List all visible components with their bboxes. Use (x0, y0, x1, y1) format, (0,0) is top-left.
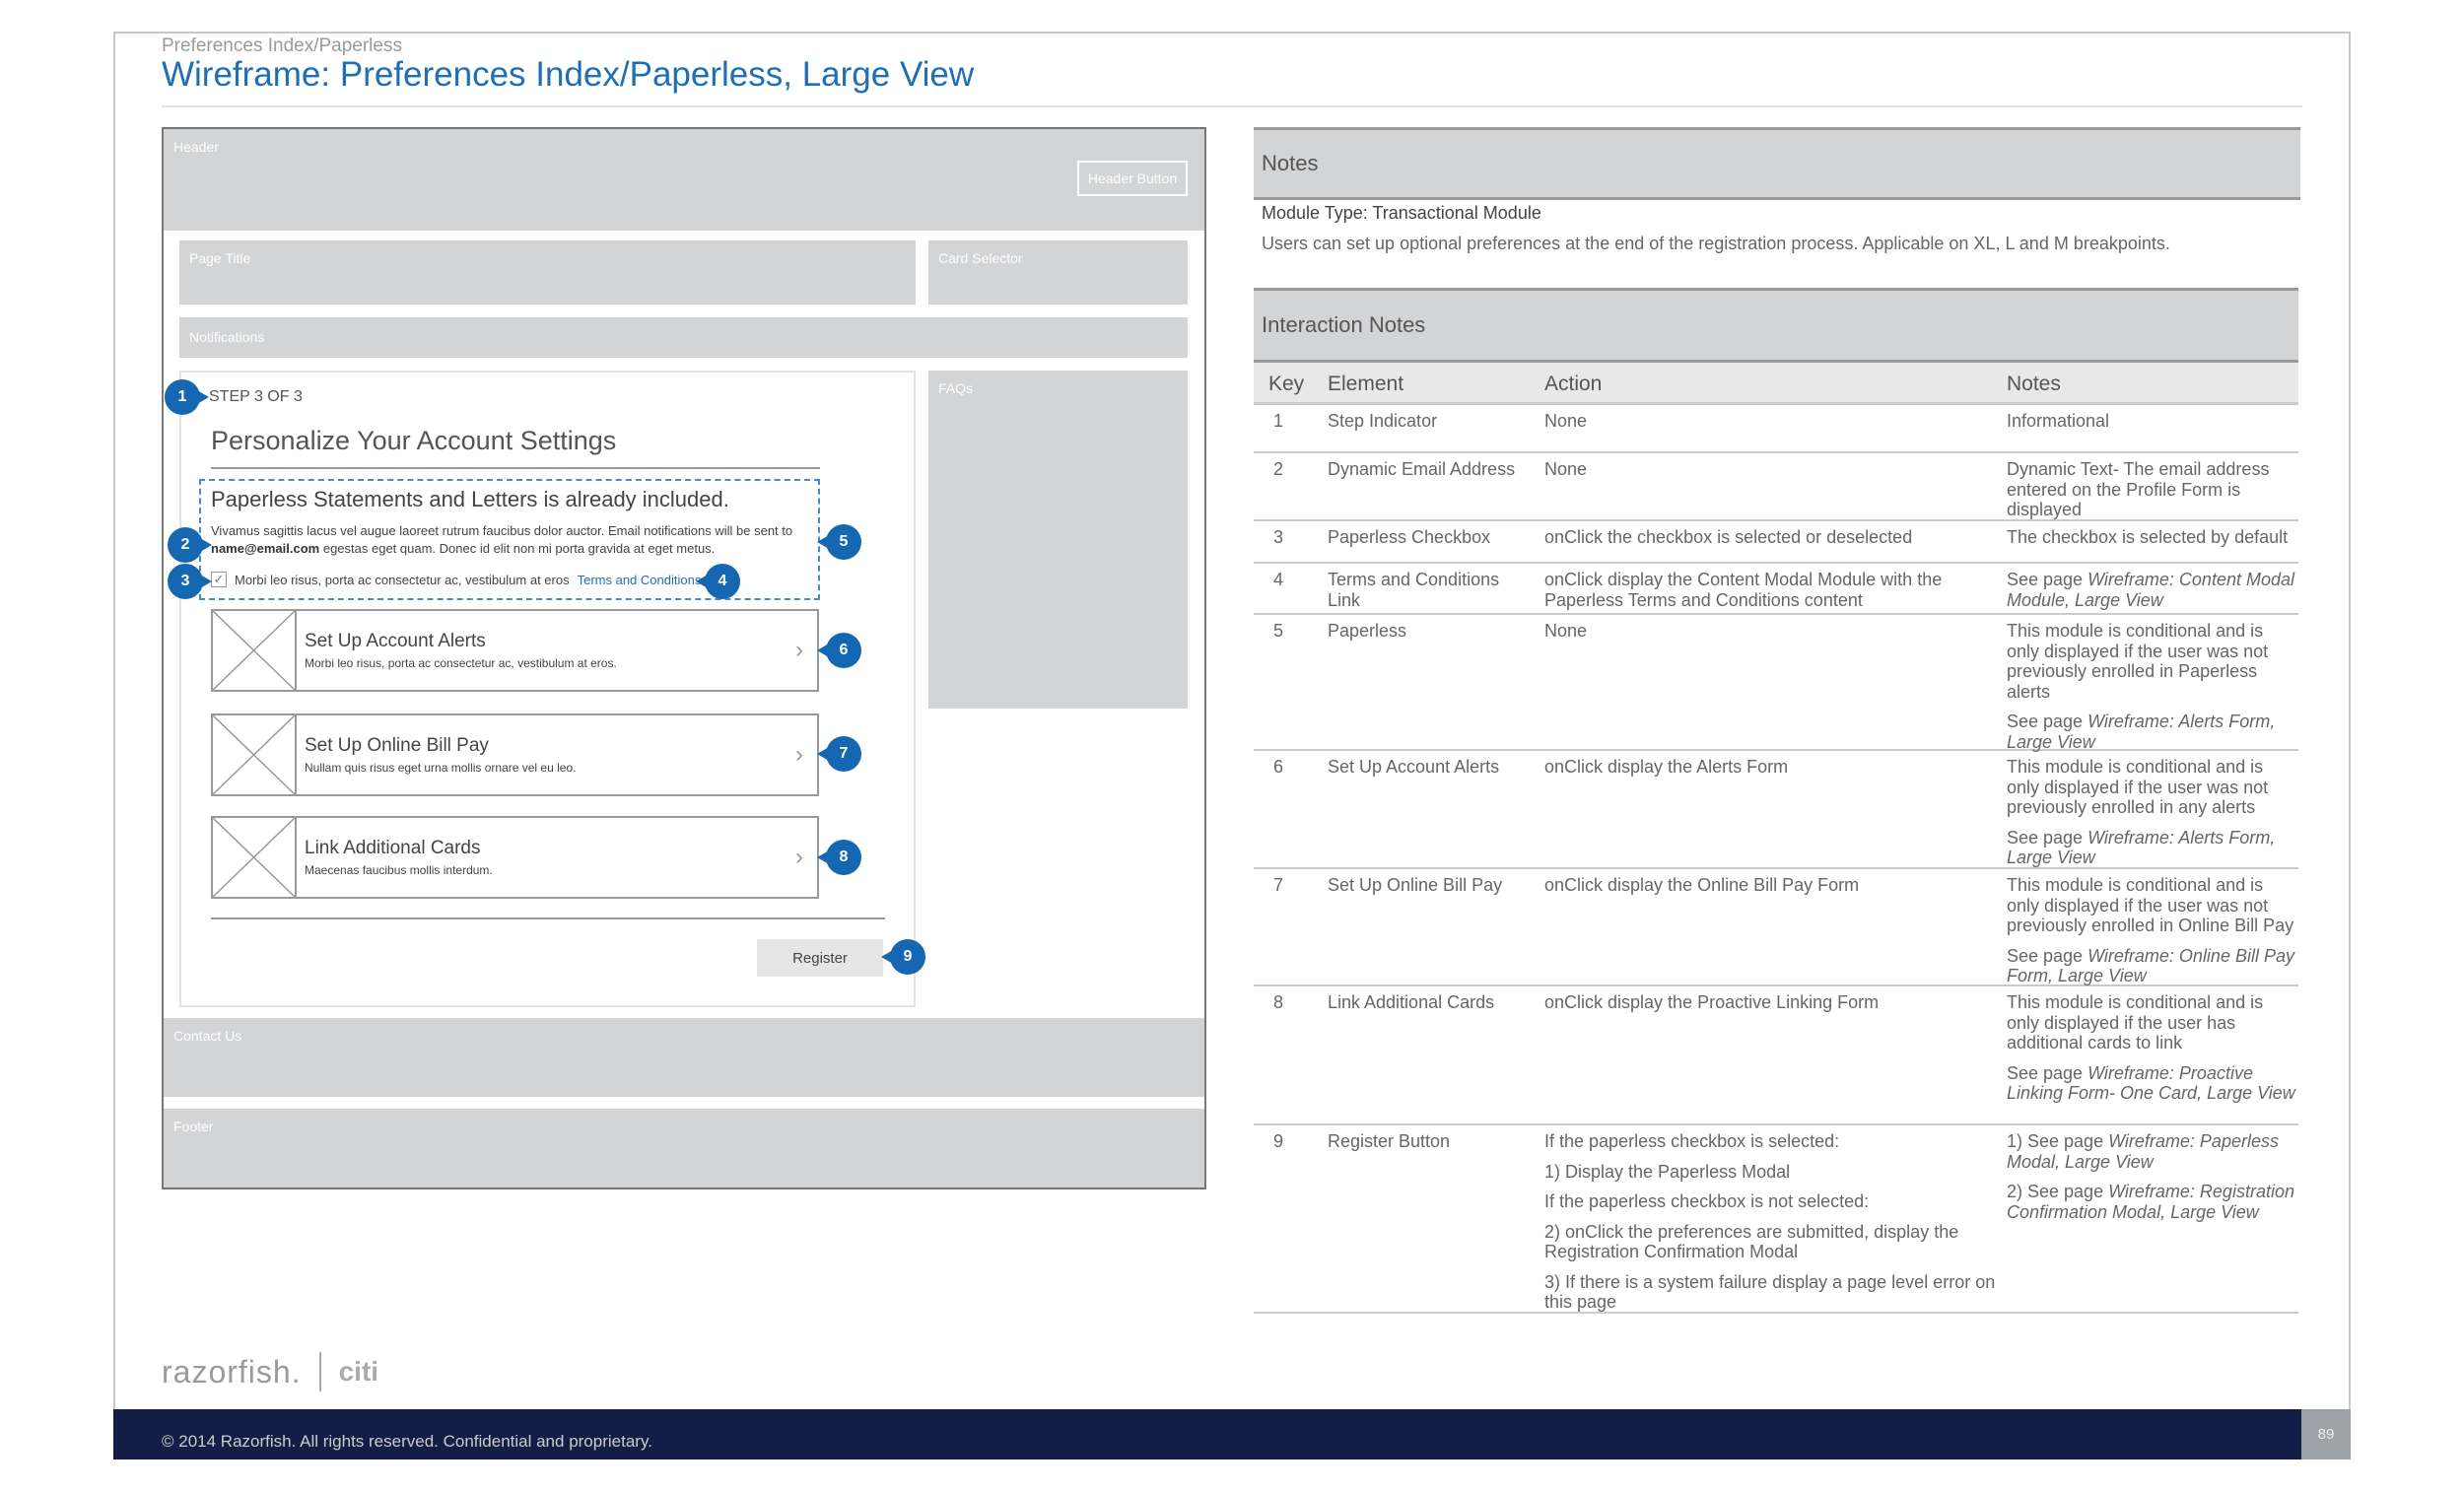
table-row (1254, 405, 2298, 453)
table-row (1254, 1125, 2298, 1314)
interaction-table (1254, 405, 2298, 1314)
row-element: Dynamic Email Address (1328, 459, 1516, 479)
callout-badge-1: 1 (165, 379, 200, 415)
wf-footer (164, 1109, 1204, 1188)
col-element: Element (1328, 373, 1404, 395)
page-title-label: Page Title (189, 250, 251, 266)
image-placeholder (213, 611, 297, 690)
row-element: Link Additional Cards (1328, 992, 1495, 1012)
notes-text (2007, 946, 2298, 986)
row-action (1544, 527, 1998, 558)
row-key: 7 (1272, 875, 1283, 895)
wf-header-label: Header (173, 139, 219, 155)
card-selector-label: Card Selector (938, 250, 1023, 266)
notes-plain: See page (2007, 1062, 2088, 1083)
notes-text (2007, 875, 2298, 936)
action-text: If the paperless checkbox is selected: (1544, 1131, 1840, 1151)
row-action (1544, 621, 1998, 651)
image-placeholder (213, 715, 297, 794)
table-row (1254, 615, 2298, 751)
card-subtitle: Nullam quis risus eget urna mollis ornare vel eu leo. (305, 761, 577, 775)
header-button[interactable]: Header Button (1077, 161, 1188, 196)
notes-plain: See page (2007, 570, 2088, 589)
notes-text (2007, 1182, 2298, 1222)
content-heading: Personalize Your Account Settings (211, 426, 617, 455)
action-text: onClick display the Proactive Linking Form (1544, 992, 1880, 1012)
notes-plain: This module is conditional and is only displayed if the user was not previously enrolled in Paperless alerts (2007, 621, 2269, 702)
row-key: 9 (1272, 1131, 1283, 1151)
row-notes (2007, 1131, 2298, 1232)
action-text: onClick the checkbox is selected or deselected (1544, 527, 1913, 547)
notifications-label: Notifications (189, 329, 265, 345)
notes-text (2007, 527, 2298, 548)
row-action (1544, 757, 1998, 787)
page-reference: Wireframe: Proactive Linking Form- One Card, Large View (2007, 1062, 2295, 1103)
step-indicator: STEP 3 OF 3 (209, 388, 303, 405)
row-key: 3 (1272, 527, 1283, 547)
card-title: Link Additional Cards (305, 838, 481, 858)
col-notes: Notes (2007, 373, 2061, 395)
terms-link[interactable]: Terms and Conditions (577, 572, 702, 587)
action-text: If the paperless checkbox is not selected: (1544, 1191, 1870, 1211)
page-title: Wireframe: Preferences Index/Paperless, Large View (162, 55, 975, 94)
paperless-heading: Paperless Statements and Letters is already included. (211, 487, 729, 511)
table-row (1254, 751, 2298, 869)
page-reference: Wireframe: Online Bill Pay Form, Large View (2007, 945, 2294, 985)
action-text: 1) Display the Paperless Modal (1544, 1161, 1791, 1182)
row-element: Terms and Conditions Link (1328, 570, 1500, 610)
notes-plain: See page (2007, 827, 2088, 848)
footer-label: Footer (173, 1119, 214, 1134)
page-reference: Wireframe: Paperless Modal, Large View (2007, 1131, 2279, 1172)
notes-text (2007, 757, 2298, 818)
row-key: 6 (1272, 757, 1283, 777)
notes-text (2007, 712, 2298, 752)
table-row (1254, 986, 2298, 1125)
breadcrumb: Preferences Index/Paperless (162, 35, 402, 56)
notes-text (2007, 459, 2298, 520)
paperless-checkbox[interactable]: ✓ (211, 572, 227, 587)
row-action (1544, 1131, 1998, 1323)
notes-text (2007, 992, 2298, 1053)
row-action (1544, 992, 1998, 1023)
callout-badge-9: 9 (890, 939, 925, 975)
heading-divider (211, 467, 820, 469)
chevron-right-icon: › (795, 741, 803, 768)
notes-text (2007, 621, 2298, 702)
form-divider (211, 917, 885, 919)
wf-contact-us (164, 1018, 1204, 1097)
preference-card[interactable] (211, 816, 819, 899)
notes-plain: See page (2007, 945, 2088, 966)
row-element: Step Indicator (1328, 411, 1438, 431)
wf-notifications (179, 317, 1188, 358)
callout-badge-4: 4 (705, 564, 740, 599)
paperless-checkbox-row (211, 572, 701, 587)
row-element: Set Up Account Alerts (1328, 757, 1500, 777)
wf-faqs (928, 371, 1188, 709)
chevron-right-icon: › (795, 844, 803, 870)
notes-plain: 2) See page (2007, 1182, 2109, 1201)
paperless-body-text-2: egestas eget quam. Donec id elit non mi porta gravida at eget metus. (319, 541, 716, 556)
page-reference: Wireframe: Content Modal Module, Large View (2007, 570, 2294, 610)
table-header (1254, 363, 2298, 405)
wf-header (164, 129, 1204, 231)
row-key: 5 (1272, 621, 1283, 641)
page-number: 89 (2301, 1409, 2351, 1459)
col-key: Key (1268, 373, 1305, 395)
row-notes (2007, 992, 2298, 1114)
checkbox-label: Morbi leo risus, porta ac consectetur ac, vestibulum at eros (235, 572, 570, 587)
brand-logos (162, 1352, 378, 1391)
table-row (1254, 869, 2298, 986)
row-element: Paperless (1328, 621, 1407, 641)
table-row (1254, 564, 2298, 615)
notes-text (2007, 828, 2298, 868)
dynamic-email: name@email.com (211, 541, 320, 556)
action-text: onClick display the Alerts Form (1544, 757, 1789, 777)
notes-plain: This module is conditional and is only displayed if the user has additional cards to link (2007, 992, 2264, 1052)
card-subtitle: Maecenas faucibus mollis interdum. (305, 863, 493, 877)
table-row (1254, 521, 2298, 564)
action-text: onClick display the Content Modal Module with the Paperless Terms and Conditions content (1544, 570, 1943, 610)
notes-plain: Informational (2007, 411, 2110, 431)
row-element: Set Up Online Bill Pay (1328, 875, 1503, 895)
notes-plain: This module is conditional and is only displayed if the user was not previously enrolled in any alerts (2007, 757, 2269, 817)
row-notes (2007, 411, 2298, 441)
row-element: Paperless Checkbox (1328, 527, 1491, 547)
row-notes (2007, 459, 2298, 530)
row-notes (2007, 875, 2298, 996)
paperless-body-text: Vivamus sagittis lacus vel augue laoreet rutrum faucibus dolor auctor. Email notifications will be sent to (211, 523, 793, 538)
notes-plain: 1) See page (2007, 1131, 2109, 1151)
page-reference: Wireframe: Alerts Form, Large View (2007, 712, 2276, 752)
notes-plain: This module is conditional and is only displayed if the user was not previously enrolled in Online Bill Pay (2007, 875, 2294, 935)
logo-divider (319, 1352, 321, 1391)
action-text: 3) If there is a system failure display a page level error on this page (1544, 1271, 1996, 1312)
row-action (1544, 570, 1998, 620)
wf-page-title (179, 240, 916, 305)
register-button[interactable]: Register (757, 939, 883, 977)
title-divider (162, 105, 2302, 107)
copyright: © 2014 Razorfish. All rights reserved. Confidential and proprietary. (162, 1432, 652, 1451)
card-selector[interactable] (928, 240, 1188, 305)
interaction-notes-header: Interaction Notes (1254, 288, 2298, 363)
notes-text (2007, 570, 2298, 610)
notes-plain: Dynamic Text- The email address entered on the Profile Form is displayed (2007, 459, 2270, 519)
chevron-right-icon: › (795, 637, 803, 663)
row-key: 4 (1272, 570, 1283, 589)
callout-badge-7: 7 (826, 736, 861, 772)
citi-logo: citi (338, 1356, 379, 1387)
preference-card[interactable] (211, 713, 819, 796)
page-reference: Wireframe: Registration Confirmation Modal, Large View (2007, 1182, 2294, 1222)
action-text: None (1544, 459, 1588, 479)
notes-description: Users can set up optional preferences at the end of the registration process. Applicable on XL, L and M breakpoints. (1262, 234, 2170, 253)
card-title: Set Up Account Alerts (305, 631, 486, 651)
notes-text (2007, 411, 2298, 432)
row-action (1544, 411, 1998, 441)
row-notes (2007, 757, 2298, 878)
row-element: Register Button (1328, 1131, 1451, 1151)
action-text: onClick display the Online Bill Pay Form (1544, 875, 1860, 895)
page-reference: Wireframe: Alerts Form, Large View (2007, 827, 2276, 867)
row-action (1544, 875, 1998, 906)
razorfish-logo: razorfish. (162, 1353, 302, 1390)
row-notes (2007, 527, 2298, 558)
row-notes (2007, 621, 2298, 762)
row-key: 8 (1272, 992, 1283, 1012)
action-text: None (1544, 621, 1588, 641)
card-title: Set Up Online Bill Pay (305, 735, 489, 756)
notes-plain: The checkbox is selected by default (2007, 527, 2289, 547)
contact-label: Contact Us (173, 1028, 242, 1044)
notes-plain: See page (2007, 712, 2088, 731)
notes-header: Notes (1254, 127, 2300, 200)
row-key: 2 (1272, 459, 1283, 479)
callout-badge-6: 6 (826, 633, 861, 668)
action-text: None (1544, 411, 1588, 431)
module-type: Module Type: Transactional Module (1262, 203, 1541, 223)
row-action (1544, 459, 1998, 490)
notes-text (2007, 1063, 2298, 1104)
preference-card[interactable] (211, 609, 819, 692)
paperless-body (211, 522, 802, 558)
callout-badge-3: 3 (168, 564, 203, 599)
callout-badge-8: 8 (826, 840, 861, 875)
row-key: 1 (1272, 411, 1283, 431)
image-placeholder (213, 818, 297, 897)
row-notes (2007, 570, 2298, 620)
card-subtitle: Morbi leo risus, porta ac consectetur ac, vestibulum at eros. (305, 656, 617, 670)
callout-badge-5: 5 (826, 524, 861, 560)
notes-text (2007, 1131, 2298, 1172)
col-action: Action (1544, 373, 1603, 395)
action-text: 2) onClick the preferences are submitted, display the Registration Confirmation Modal (1544, 1221, 1959, 1261)
faqs-label: FAQs (938, 380, 974, 396)
callout-badge-2: 2 (168, 527, 203, 563)
table-row (1254, 453, 2298, 521)
